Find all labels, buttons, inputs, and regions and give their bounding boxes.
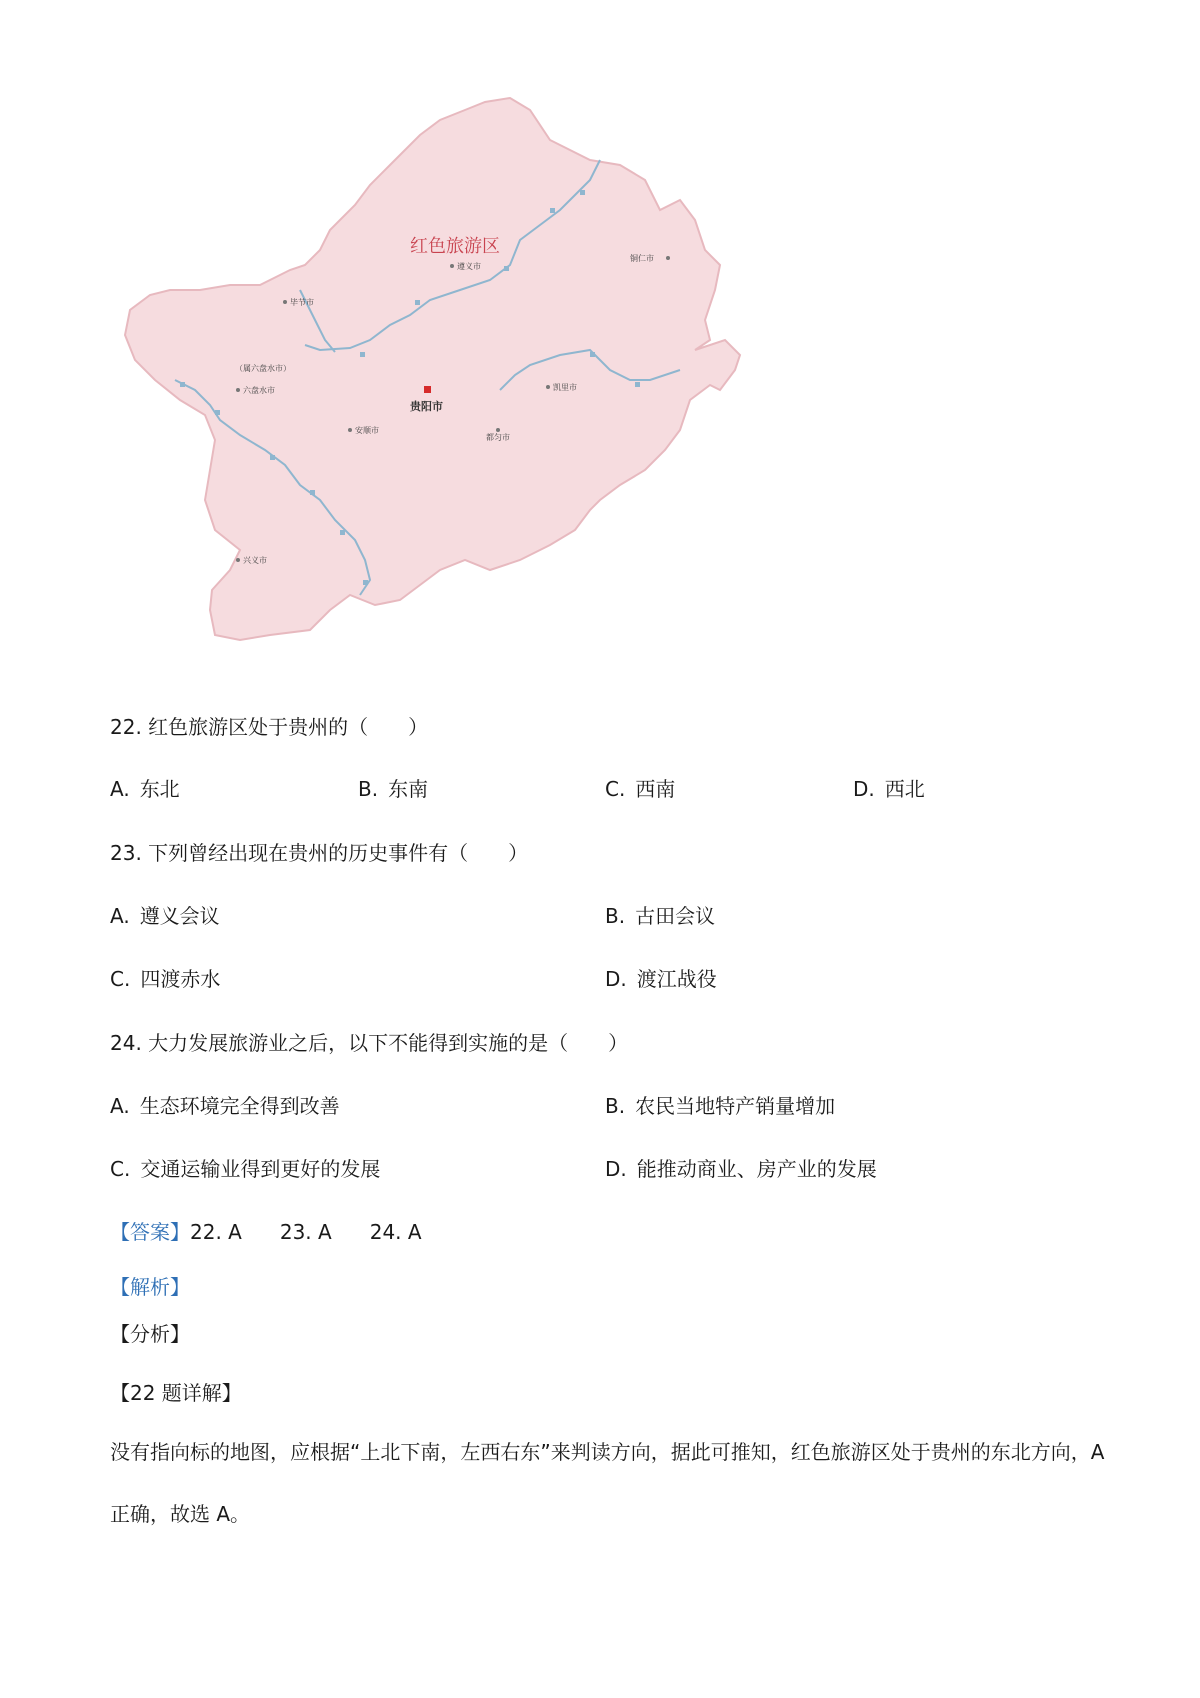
detail-tag: 【22 题详解】 xyxy=(110,1381,242,1405)
city-dot-kaili xyxy=(546,385,550,389)
question-22-stem: 22. 红色旅游区处于贵州的（ ） xyxy=(110,715,429,739)
question-22-option-b xyxy=(358,775,428,803)
question-24-option-c xyxy=(110,1155,380,1183)
answer-item: 24. A xyxy=(369,1220,422,1244)
city-dot-liupanshui xyxy=(236,388,240,392)
question-23-option-d xyxy=(605,965,717,993)
capital-marker xyxy=(424,386,431,393)
city-label-tongren: 铜仁市 xyxy=(630,254,654,263)
option-text: 农民当地特产销量增加 xyxy=(635,1094,836,1118)
question-23-option-b xyxy=(605,902,715,930)
question-23-option-c xyxy=(110,965,220,993)
option-letter: A. xyxy=(110,1094,130,1118)
option-text: 东北 xyxy=(139,777,180,801)
answer-tag: 【答案】 xyxy=(110,1220,190,1244)
city-label-bijie: 毕节市 xyxy=(290,298,314,307)
option-text: 四渡赤水 xyxy=(140,967,221,991)
province-outline xyxy=(125,98,740,640)
option-letter: D. xyxy=(853,777,875,801)
question-24-option-a xyxy=(110,1092,340,1120)
option-letter: A. xyxy=(110,777,130,801)
option-text: 西北 xyxy=(884,777,925,801)
city-dot-anshun xyxy=(348,428,352,432)
option-text: 遵义会议 xyxy=(139,904,220,928)
city-label-kaili: 凯里市 xyxy=(553,383,577,392)
option-text: 东南 xyxy=(388,777,429,801)
city-label-xingyi: 兴义市 xyxy=(243,556,267,565)
option-letter: C. xyxy=(110,1157,131,1181)
option-letter: A. xyxy=(110,904,130,928)
city-dot-xingyi xyxy=(236,558,240,562)
option-letter: B. xyxy=(605,904,626,928)
guizhou-map xyxy=(120,90,770,680)
analysis-tag: 【解析】 xyxy=(110,1275,190,1299)
option-text: 生态环境完全得到改善 xyxy=(139,1094,340,1118)
capital-label: 贵阳市 xyxy=(410,400,443,413)
answer-line xyxy=(110,1218,460,1246)
city-dot-duyun xyxy=(496,428,500,432)
option-text: 渡江战役 xyxy=(636,967,717,991)
option-text: 西南 xyxy=(635,777,676,801)
question-24-option-d xyxy=(605,1155,877,1183)
city-dot-tongren xyxy=(666,256,670,260)
region-label: 红色旅游区 xyxy=(410,236,500,257)
city-label-zunyi: 遵义市 xyxy=(457,262,481,271)
option-letter: B. xyxy=(358,777,379,801)
city-dot-bijie xyxy=(283,300,287,304)
detail-paragraph: 没有指向标的地图，应根据“上北下南，左西右东”来判读方向，据此可推知，红色旅游区处于贵州的东北方向，A 正确，故选 A。 xyxy=(110,1440,1105,1526)
option-letter: C. xyxy=(110,967,131,991)
option-text: 古田会议 xyxy=(635,904,716,928)
answer-item: 22. A xyxy=(190,1220,242,1244)
question-23-option-a xyxy=(110,902,220,930)
answer-item: 23. A xyxy=(279,1220,332,1244)
option-letter: D. xyxy=(605,1157,627,1181)
option-letter: B. xyxy=(605,1094,626,1118)
question-24-stem: 24. 大力发展旅游业之后，以下不能得到实施的是（ ） xyxy=(110,1031,629,1055)
question-24-option-b xyxy=(605,1092,835,1120)
question-23-stem: 23. 下列曾经出现在贵州的历史事件有（ ） xyxy=(110,841,529,865)
city-dot-zunyi xyxy=(450,264,454,268)
option-text: 交通运输业得到更好的发展 xyxy=(140,1157,381,1181)
city-label-liupanshui: 六盘水市 xyxy=(243,386,275,395)
question-22-option-a xyxy=(110,775,180,803)
city-label-liupanshui-note: （属六盘水市） xyxy=(235,364,291,373)
city-label-duyun: 都匀市 xyxy=(486,433,510,442)
city-label-anshun: 安顺市 xyxy=(355,426,379,435)
option-letter: D. xyxy=(605,967,627,991)
option-text: 能推动商业、房产业的发展 xyxy=(636,1157,877,1181)
question-22-option-c xyxy=(605,775,675,803)
fenxi-tag: 【分析】 xyxy=(110,1322,190,1346)
question-22-option-d xyxy=(853,775,925,803)
option-letter: C. xyxy=(605,777,626,801)
